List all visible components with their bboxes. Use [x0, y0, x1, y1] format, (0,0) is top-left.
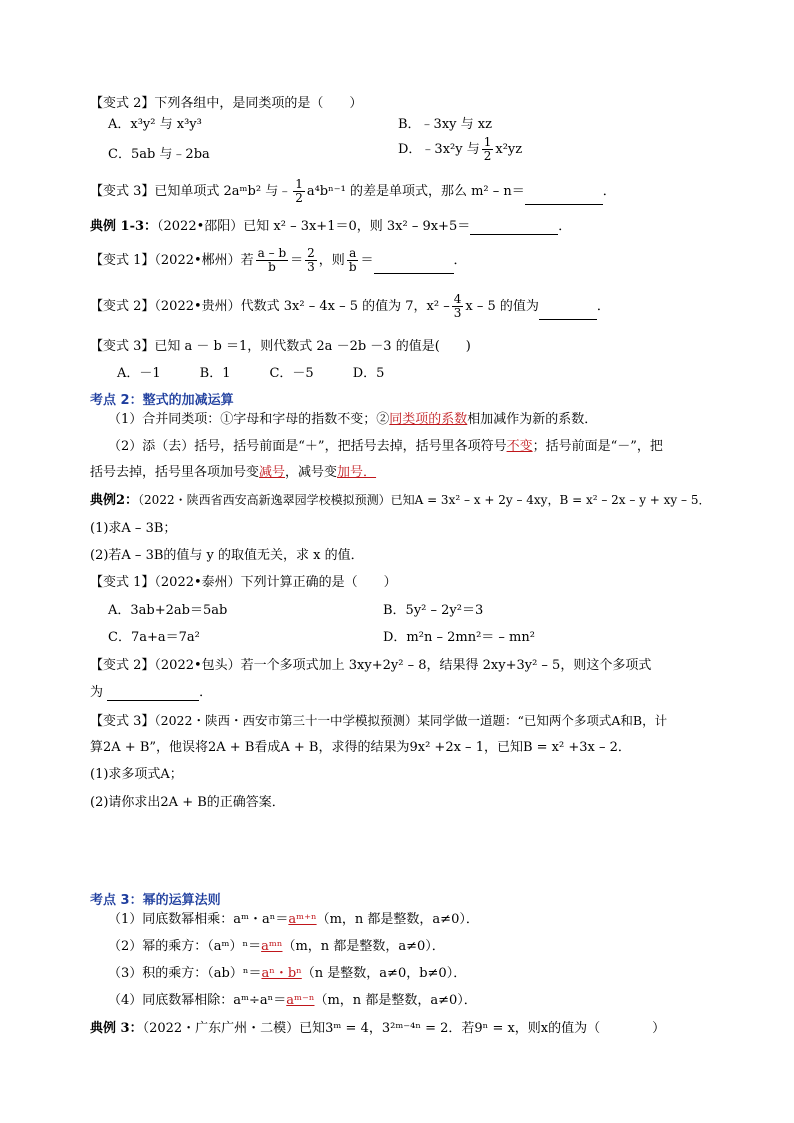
topic-2-title: 考点 2：整式的加减运算	[90, 393, 234, 408]
variant-label: 【变式 2】	[90, 96, 155, 111]
answer-blank[interactable]	[525, 191, 603, 205]
example-2-variant-3: 【变式 3】（2022・陕西・西安市第三十一中学模拟预测）某同学做一道题：“已知两个多项式A和B，计	[90, 713, 668, 729]
highlight: 同类项的系数	[389, 412, 468, 427]
option-c: C．7a+a＝7a²	[108, 630, 200, 645]
highlight: aᵐⁿ	[261, 939, 283, 954]
answer-blank[interactable]	[374, 260, 454, 274]
variant-3b-question: 【变式 3】已知 a － b ＝1，则代数式 2a －2b －3 的值是( )	[90, 339, 471, 354]
option-a: A．x³y² 与 x³y³	[108, 117, 202, 132]
example-3: 典例 3：（2022・广东广州・二模）已知3ᵐ = 4，3²ᵐ⁻⁴ⁿ = 2．若9ⁿ = x，则x的值为（ ）	[90, 1021, 666, 1036]
answer-blank[interactable]	[107, 687, 199, 701]
example-2-variant-3-line2: 算2A + B”，他误将2A + B看成A + B，求得的结果为9x² +2x – 1，已知B = x² +3x – 2．	[90, 740, 631, 755]
topic-3-rule-2: （2）幂的乘方：（aᵐ）ⁿ＝aᵐⁿ（m，n 都是整数，a≠0）．	[108, 939, 445, 954]
example-2-q1: (1)求A – 3B；	[90, 521, 177, 536]
example-2-q2: (2)若A – 3B的值与 y 的取值无关，求 x 的值．	[90, 548, 364, 563]
topic-3-rule-1: （1）同底数幂相乘：aᵐ・aⁿ＝aᵐ⁺ⁿ（m，n 都是整数，a≠0）．	[108, 912, 479, 927]
highlight: aᵐ⁺ⁿ	[288, 912, 317, 927]
example-2: 典例2：（2022・陕西省西安高新逸翠园学校模拟预测）已知A = 3x² – x + 2y – 4xy，B = x² – 2x – y + xy – 5．	[90, 493, 711, 508]
highlight: aᵐ⁻ⁿ	[286, 993, 315, 1008]
answer-blank[interactable]	[539, 306, 597, 320]
fraction: $\frac{1}{2}$	[295, 177, 303, 206]
example-2-variant-2: 【变式 2】（2022•包头）若一个多项式加上 3xy+2y² – 8，结果得 2xy+3y² – 5，则这个多项式	[90, 658, 652, 673]
variant-2-question	[90, 96, 362, 112]
option-b: B．5y² – 2y²＝3	[383, 603, 484, 618]
example-2-variant-3-q1: (1)求多项式A；	[90, 767, 183, 782]
answer-blank[interactable]	[470, 221, 558, 235]
topic-2-rule-2-cont: 括号去掉，括号里各项加号变减号，减号变加号．	[90, 465, 377, 480]
option-d: D．m²n – 2mn²＝ – mn²	[383, 630, 535, 645]
variant-1-question: 【变式 1】（2022•郴州）若 $\frac{a - b}{b}$ ＝ $\frac{2}{3}$ ，则 $\frac{a}{b}$ ＝ ．	[90, 246, 467, 275]
example-2-variant-3-q2: (2)请你求出2A + B的正确答案．	[90, 795, 285, 810]
option-b: B．﹣3xy 与 xz	[398, 117, 492, 132]
topic-3-title: 考点 3：幂的运算法则	[90, 893, 221, 908]
highlight: aⁿ・bⁿ	[261, 966, 302, 981]
highlight: 不变	[506, 439, 533, 454]
highlight: 减号	[259, 465, 286, 480]
topic-3-rule-4: （4）同底数幂相除：aᵐ÷aⁿ＝aᵐ⁻ⁿ（m，n 都是整数，a≠0）．	[108, 993, 477, 1008]
question-text: 下列各组中，是同类项的是（ ）	[154, 96, 363, 111]
topic-2-rule-1: （1）合并同类项：①字母和字母的指数不变；②同类项的系数相加减作为新的系数．	[108, 412, 598, 427]
fraction: $\frac{1}{2}$	[483, 135, 492, 164]
variant-3-question: 【变式 3】已知单项式 2aᵐb² 与﹣ $\frac{1}{2}$ a⁴bⁿ⁻¹ 的差是单项式，那么 m² – n＝ ．	[90, 177, 616, 206]
example-2-variant-1: 【变式 1】（2022•泰州）下列计算正确的是（ ）	[90, 575, 397, 590]
example-2-variant-2-line2: 为 ．	[90, 685, 213, 700]
topic-2-rule-2: （2）添（去）括号，括号前面是“＋”，把括号去掉，括号里各项符号不变；括号前面是“－”，把	[108, 439, 663, 454]
example-1-3: 典例 1-3：（2022•邵阳）已知 x² – 3x+1＝0，则 3x² – 9x+5＝ ．	[90, 219, 572, 234]
variant-2b-question: 【变式 2】（2022•贵州）代数式 3x² – 4x – 5 的值为 7，x² – $\frac{4}{3}$ x – 5 的值为 ．	[90, 292, 610, 321]
option-c: C．5ab 与﹣2ba	[108, 147, 210, 162]
topic-3-rule-3: （3）积的乘方：（ab）ⁿ＝aⁿ・bⁿ（n 是整数，a≠0，b≠0）．	[108, 966, 467, 981]
variant-3b-options: A．－1 B．1 C．－5 D．5	[117, 366, 385, 381]
option-a: A．3ab+2ab＝5ab	[108, 603, 228, 618]
option-d: D．﹣3x²y 与 $\frac{1}{2}$ x²yz	[398, 135, 523, 164]
highlight: 加号．	[337, 465, 377, 480]
